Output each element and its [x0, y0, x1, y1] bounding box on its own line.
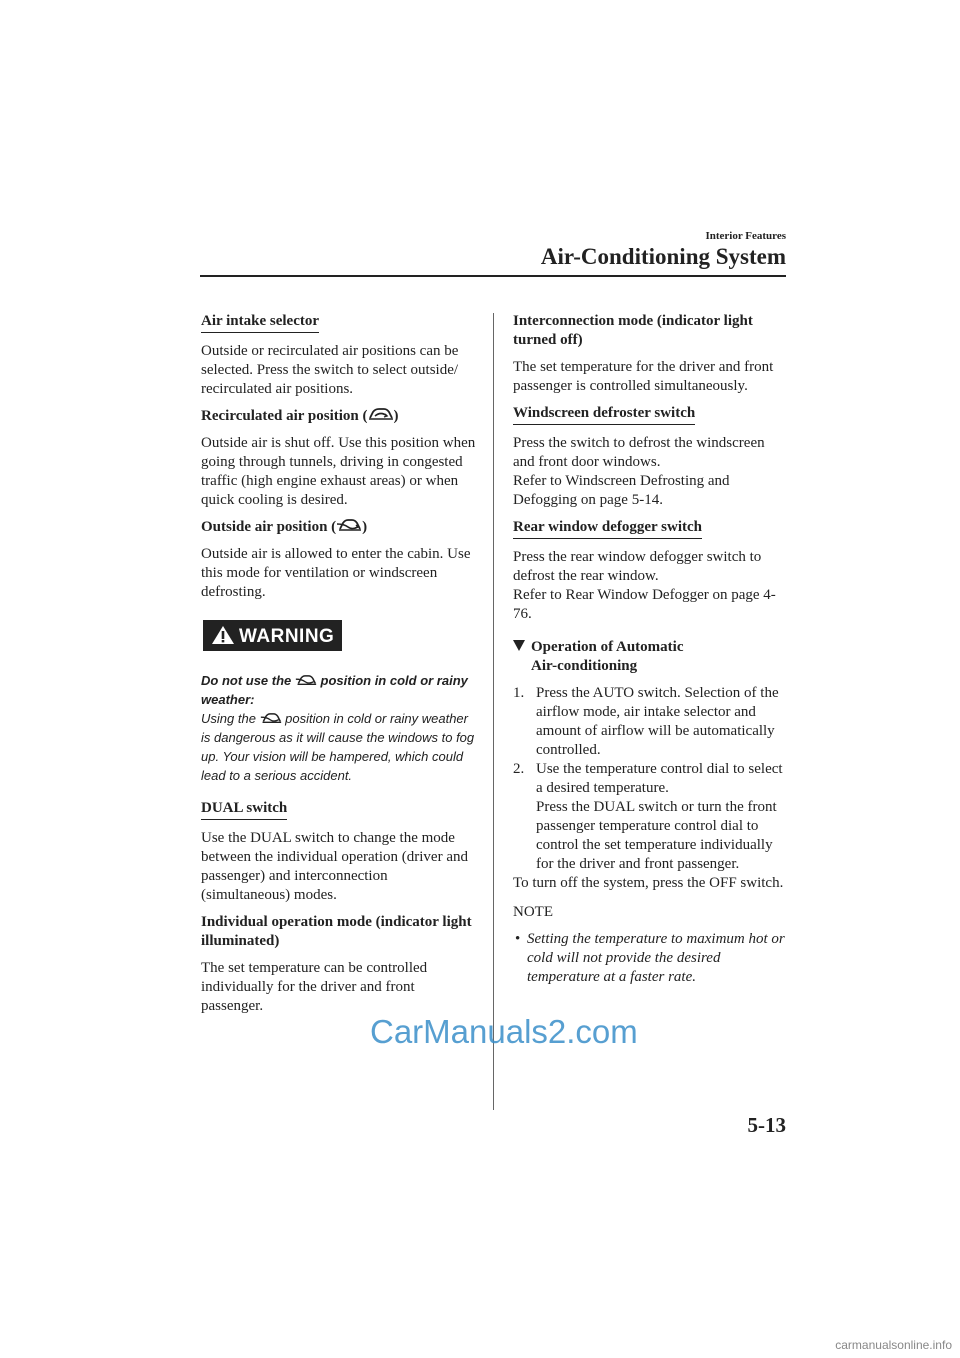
outside-air-icon [260, 712, 282, 725]
rear-defogger-heading: Rear window defogger switch [513, 518, 702, 539]
warning-triangle-icon [211, 625, 235, 645]
note-item [513, 930, 788, 987]
warning-body-pre: Using the [201, 711, 256, 726]
rear-defogger-text-1: Press the rear window defogger switch to defrost the rear window. [513, 549, 762, 584]
operation-heading-line1: Operation of Automatic [531, 639, 684, 655]
watermark-carmanuals: CarManuals2.com [370, 1013, 638, 1050]
dual-text: Use the DUAL switch to change the mode between the individual operation (driver and passenger) and interconnection (simultaneous) modes. [201, 830, 468, 903]
recirculated-air-icon [368, 407, 394, 422]
recirculated-heading-pre: Recirculated air position ( [201, 408, 368, 424]
outside-heading-post: ) [362, 519, 368, 535]
individual-text: The set temperature can be controlled individually for the driver and front passenger. [201, 960, 428, 1014]
warning-label-text: WARNING [239, 626, 335, 647]
step-text-2: Press the DUAL switch or turn the front passenger temperature control dial to control the set temperature individually for the driver and front passenger. [536, 799, 777, 872]
outside-air-icon [336, 518, 362, 533]
outside-heading-pre: Outside air position ( [201, 519, 337, 535]
operation-heading [513, 638, 788, 676]
interconnect-text: The set temperature for the driver and front passenger is controlled simultaneously. [513, 359, 774, 394]
outside-air-icon [295, 674, 317, 687]
section-label: Interior Features [705, 230, 786, 242]
page-number: 5-13 [747, 1113, 786, 1137]
step-number: 1. [513, 685, 525, 701]
defroster-text-1: Press the switch to defrost the windscreen and front door windows. [513, 435, 765, 470]
individual-heading: Individual operation mode (indicator light illuminated) [201, 914, 472, 949]
outside-heading [201, 518, 479, 537]
air-intake-heading: Air intake selector [201, 312, 319, 333]
turn-off-text: To turn off the system, press the OFF switch. [513, 875, 784, 891]
dual-heading: DUAL switch [201, 799, 287, 820]
defroster-text [513, 434, 788, 510]
warning-text [201, 671, 479, 785]
list-item [513, 760, 788, 874]
step-text: Use the temperature control dial to select a desired temperature. [536, 761, 783, 796]
outside-text: Outside air is allowed to enter the cabin. Use this mode for ventilation or windscreen defrosting. [201, 546, 471, 600]
warning-bold-pre: Do not use the [201, 673, 292, 688]
warning-label [203, 620, 342, 651]
recirculated-text: Outside air is shut off. Use this position when going through tunnels, driving in congested traffic (high engine exhaust areas) or when quick cooling is desired. [201, 435, 476, 508]
warning-bold-line [201, 671, 479, 709]
rear-defogger-text [513, 548, 788, 624]
interconnect-heading: Interconnection mode (indicator light turned off) [513, 313, 753, 348]
section-triangle-icon [513, 640, 525, 651]
warning-body-post: position in cold or rainy weather is dangerous as it will cause the windows to fog up. Your vision will be hampered, which could lead to a serious accident. [201, 711, 475, 783]
operation-heading-line2: Air-conditioning [531, 658, 638, 674]
step-number: 2. [513, 761, 525, 777]
list-item [513, 684, 788, 760]
defroster-heading: Windscreen defroster switch [513, 404, 695, 425]
rear-defogger-text-2: Refer to Rear Window Defogger on page 4-76. [513, 587, 776, 622]
note-label: NOTE [513, 904, 553, 920]
watermark-online: carmanualsonline.info [835, 1338, 952, 1352]
recirculated-heading [201, 407, 479, 426]
note-bullet: • [515, 931, 521, 947]
header-rule [200, 275, 786, 277]
right-column [513, 312, 788, 987]
defroster-text-2: Refer to Windscreen Defrosting and Defogging on page 5-14. [513, 473, 730, 508]
page-title: Air-Conditioning System [540, 244, 786, 269]
left-column [201, 312, 479, 1024]
recirculated-heading-post: ) [393, 408, 399, 424]
note-text: Setting the temperature to maximum hot or cold will not provide the desired temperature at a faster rate. [527, 931, 785, 985]
air-intake-text: Outside or recirculated air positions can be selected. Press the switch to select outside/ recirculated air positions. [201, 343, 459, 397]
warning-bold-post: position in cold or rainy weather: [201, 673, 468, 707]
column-divider [493, 313, 494, 1110]
operation-steps [513, 684, 788, 874]
step-text: Press the AUTO switch. Selection of the airflow mode, air intake selector and amount of airflow will be automatically controlled. [536, 685, 779, 758]
